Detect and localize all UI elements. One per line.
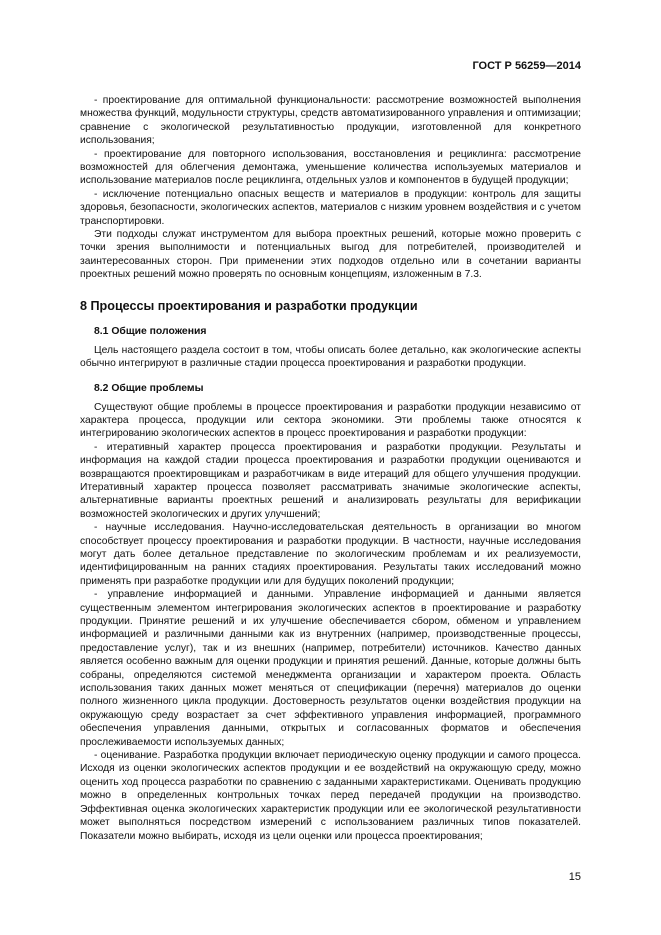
paragraph: Существуют общие проблемы в процессе проектирования и разработки продукции независимо от характера процесса, продукции или сектора экономики. Эти проблемы также относятся к интегрированию экологических аспектов в процесс проектирования и разработки продукции: — [80, 401, 581, 440]
subsection-heading: 8.2 Общие проблемы — [94, 382, 204, 394]
paragraph: - научные исследования. Научно-исследовательская деятельность в организации во многом способствует процессу проектирования и разработки продукции. В частности, научные исследования могут дать более детальное представление по экологическим проблемам и их реализуемости, идентифицированным на ранних стадиях проектирования. Результаты таких исследований можно применять при разработке продукции или для будущих поколений продукции; — [80, 522, 581, 587]
page-body — [80, 94, 581, 843]
paragraph: - исключение потенциально опасных веществ и материалов в продукции: контроль для защиты здоровья, безопасности, экологических аспектов, материалов с низким уровнем воздействия и с учетом транспортировки. — [80, 188, 581, 227]
paragraph: - проектирование для повторного использования, восстановления и рециклинга: рассмотрение возможностей для облегчения демонтажа, уменьшение количества используемых материалов и использование материалов после рециклинга, отдельных узлов и компонентов в будущей продукции; — [80, 148, 581, 187]
standard-id-header: ГОСТ Р 56259—2014 — [472, 60, 581, 72]
paragraph: - оценивание. Разработка продукции включает периодическую оценку продукции и самого процесса. Исходя из оценки экологических аспектов продукции и ее воздействий на окружающую среду, можно оценить ход процесса разработки по сравнению с заданными характеристиками. Оценивать продукцию можно в определенных контрольных точках перед передачей продукции на производство. Эффективная оценка экологических характеристик продукции или ее экологической результативности может выполняться посредством измерений с использованием различных типов показателей. Показатели можно выбирать, исходя из цели оценки или процесса проектирования; — [80, 750, 581, 842]
paragraph: - управление информацией и данными. Управление информацией и данными является существенным элементом интегрирования экологических аспектов в проектирование и разработку продукции. Принятие решений и их улучшение обеспечивается сбором, обменом и управлением информацией и различными данными как из внутренних (например, производственные процессы, предоставление услуг), так и из внешних (например, потребители) источников. Качество данных является особенно важным для оценки продукции и принятия решений. Данные, которые должны быть собраны, определяются системой менеджмента организации и характером проекта. Область использования таких данных может меняться от спецификации (перечня) материалов до оценки полного жизненного цикла продукции. Достоверность результатов оценки воздействия продукции на окружающую среду возрастает за счет эффективного управления информацией, программного обеспечения управления данными, открытых и согласованных форматов и обеспечения прослеживаемости используемых данных; — [80, 589, 581, 748]
paragraph: Цель настоящего раздела состоит в том, чтобы описать более детально, как экологические аспекты обычно интегрируют в различные стадии процесса проектирования и разработки продукции. — [80, 344, 581, 370]
subsection-heading: 8.1 Общие положения — [94, 325, 207, 337]
section-heading: 8 Процессы проектирования и разработки продукции — [80, 298, 418, 313]
paragraph: - итеративный характер процесса проектирования и разработки продукции. Результаты и информация на каждой стадии процесса проектирования и разработки продукции оцениваются и возвращаются проектировщикам и разработчикам в виде итераций для общего улучшения продукции. Итеративный характер процесса позволяет рассматривать значимые экологические аспекты, альтернативные варианты проектных решений и анализировать результаты для верификации возможностей экологических и других улучшений; — [80, 441, 581, 520]
paragraph: Эти подходы служат инструментом для выбора проектных решений, которые можно проверить с точки зрения выполнимости и потенциальных выгод для потребителей, производителей и заинтересованных сторон. При применении этих подходов отдельно или в сочетании варианты проектных решений можно проверять по основным концепциям, изложенным в 7.3. — [80, 229, 581, 281]
page-number: 15 — [568, 871, 581, 883]
paragraph: - проектирование для оптимальной функциональности: рассмотрение возможностей выполнения множества функций, модульности структуры, средств автоматизированного управления и оптимизации; сравнение с экологической результативностью продукции, изготовленной для конкретного использования; — [80, 95, 581, 147]
